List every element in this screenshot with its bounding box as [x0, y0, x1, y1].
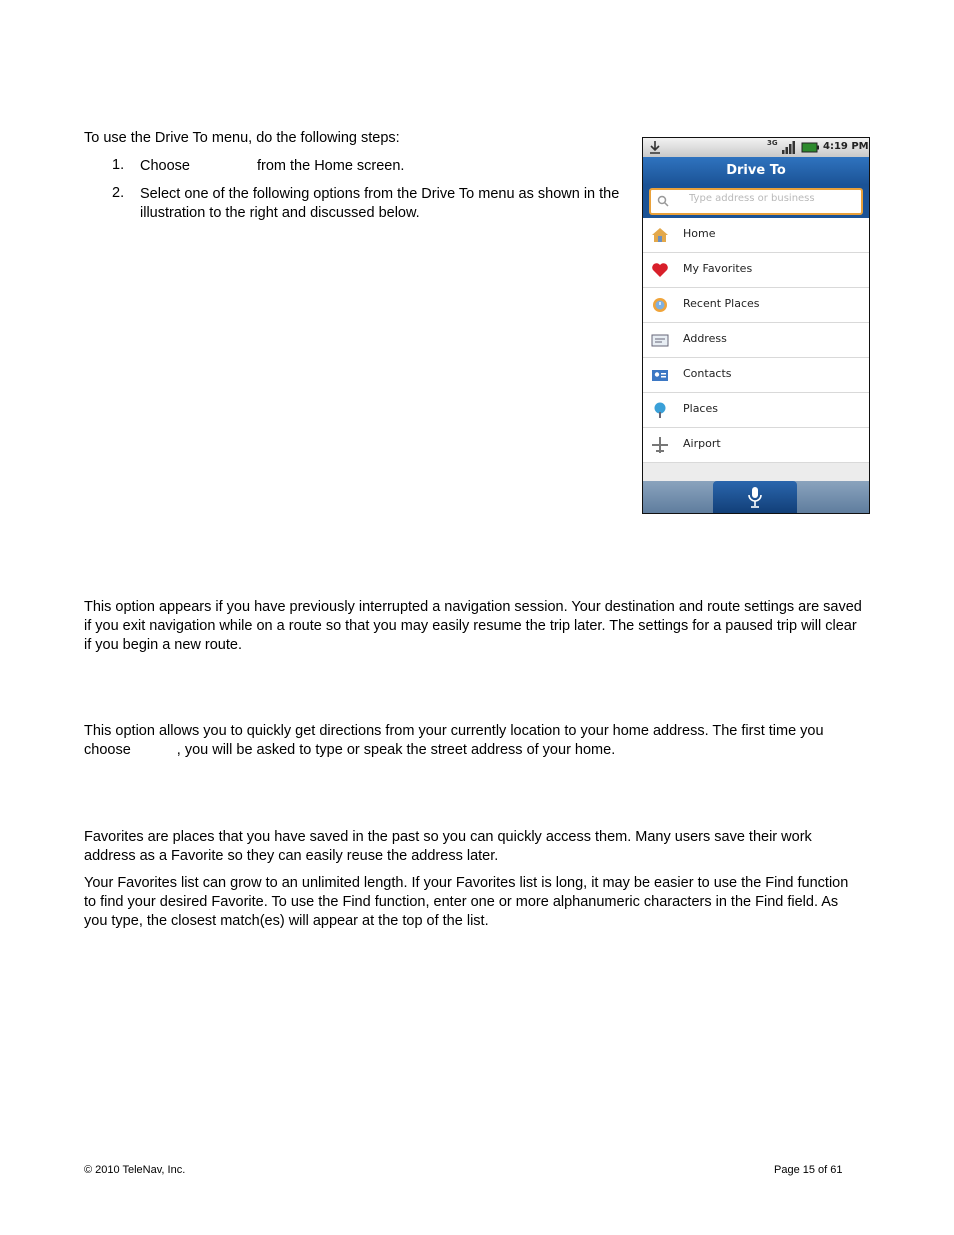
resume-trip-text: This option appears if you have previously interrupted a navigation session. Your destination and route settings are saved if you exit navigation while on a route so that you may easily resume the trip later. The settings for a paused trip will clear if you begin a new route. [84, 599, 862, 653]
address-card-icon [651, 331, 669, 349]
house-icon [651, 226, 669, 244]
drive-to-title: Drive To [643, 157, 869, 185]
favorites-text-1: Favorites are places that you have saved in the past so you can quickly access them. Many users save their work address as a Favorite so they can easily reuse the address later. [84, 829, 812, 864]
phone-screenshot [642, 137, 870, 514]
menu-label-home: Home [683, 227, 716, 240]
list-filler [643, 463, 869, 481]
menu-item-contacts[interactable] [643, 358, 869, 393]
heart-icon [651, 261, 669, 279]
menu-label-places: Places [683, 402, 718, 415]
menu-label-address: Address [683, 332, 727, 345]
home-option-text: This option allows you to quickly get directions from your currently location to your home address. The first time you choose , you will be asked to type or speak the street address of your home. [84, 723, 824, 758]
menu-item-airport[interactable] [643, 428, 869, 463]
footer-page-number: Page 15 of 61 [774, 1164, 843, 1176]
search-icon [657, 195, 669, 207]
step-2-text: Select one of the following options from the Drive To menu as shown in the illustration to the right and discussed below. [140, 186, 620, 221]
step-1-number: 1. [112, 157, 125, 173]
download-icon [649, 140, 661, 155]
recent-icon [651, 296, 669, 314]
search-bar [643, 185, 869, 218]
menu-label-recent-places: Recent Places [683, 297, 760, 310]
battery-icon [801, 142, 819, 153]
map-pin-icon [651, 401, 669, 419]
menu-item-recent-places[interactable] [643, 288, 869, 323]
menu-item-address[interactable] [643, 323, 869, 358]
menu-label-contacts: Contacts [683, 367, 732, 380]
status-time: 4:19 PM [823, 141, 869, 152]
menu-label-my-favorites: My Favorites [683, 262, 753, 275]
intro-text: To use the Drive To menu, do the following steps: [84, 130, 400, 146]
contacts-icon [651, 366, 669, 384]
airplane-icon [651, 436, 669, 454]
voice-button[interactable] [713, 481, 797, 513]
status-bar [643, 138, 869, 157]
menu-item-my-favorites[interactable] [643, 253, 869, 288]
microphone-icon [748, 487, 762, 508]
menu-label-airport: Airport [683, 437, 721, 450]
step-2-number: 2. [112, 185, 125, 201]
network-type: 3G [767, 139, 778, 147]
footer-copyright: © 2010 TeleNav, Inc. [84, 1164, 186, 1176]
menu-item-home[interactable] [643, 218, 869, 253]
step-1-text: Choose from the Home screen. [140, 158, 405, 174]
bottom-bar [643, 481, 869, 513]
signal-icon [782, 141, 796, 154]
search-input[interactable] [689, 193, 854, 204]
search-box[interactable] [649, 188, 863, 215]
favorites-text-2: Your Favorites list can grow to an unlimited length. If your Favorites list is long, it may be easier to use the Find function to find your desired Favorite. To use the Find function, enter one or more alphanumeric characters in the Find field. As you type, the closest match(es) will appear at the top of the list. [84, 875, 849, 929]
menu-item-places[interactable] [643, 393, 869, 428]
